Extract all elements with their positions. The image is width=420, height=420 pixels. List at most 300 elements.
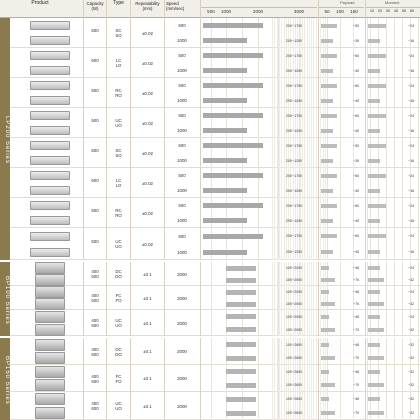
grid-line [402, 228, 403, 260]
grid-line [386, 108, 387, 138]
grid-line [316, 286, 317, 310]
grid-line [327, 48, 328, 78]
speed-value: 2000 [177, 271, 187, 277]
grid-line [370, 228, 371, 260]
grid-line [307, 78, 308, 108]
grid-line [325, 78, 326, 108]
moment-bar [368, 159, 380, 163]
repeatability-value: ±0.02 [142, 90, 153, 96]
stroke-range-label: 200~1700 [286, 203, 303, 208]
stroke-range-bar [226, 302, 256, 307]
moment-bar [368, 174, 386, 178]
grid-line [277, 392, 278, 420]
column-divider [200, 198, 201, 228]
capacity-value: 400 600 [91, 346, 99, 357]
grid-line [386, 198, 387, 228]
grid-line [274, 365, 275, 392]
grid-line [297, 168, 298, 198]
grid-line [394, 198, 395, 228]
grid-line [311, 138, 312, 168]
grid-line [304, 338, 305, 365]
grid-line [386, 138, 387, 168]
payload-bar [321, 39, 333, 43]
payload-scale-label: 50 [324, 9, 330, 14]
grid-line [293, 108, 294, 138]
grid-line [418, 365, 419, 392]
grid-line [295, 228, 296, 260]
grid-line [293, 138, 294, 168]
payload-bar [321, 266, 329, 270]
grid-line [277, 310, 278, 336]
moment-bar [368, 84, 386, 88]
speed-value: 1000 [177, 128, 187, 133]
product-image [30, 96, 70, 105]
grid-line [309, 262, 310, 286]
grid-line [402, 48, 403, 78]
grid-line [279, 108, 280, 138]
repeatability-value: ±0.1 [143, 349, 152, 354]
grid-line [211, 365, 212, 392]
grid-line [323, 18, 324, 48]
moment-bar [368, 189, 380, 193]
type-value: FC FO [115, 373, 122, 384]
grid-line [279, 310, 280, 336]
stroke-range-label: 200~1700 [286, 23, 303, 28]
grid-line [394, 168, 395, 198]
grid-line [313, 168, 314, 198]
column-divider [83, 108, 84, 138]
series-label-lp200: LP200 Series [4, 115, 10, 165]
product-image [30, 111, 70, 120]
payload-label: ~40 [353, 188, 360, 193]
grid-line [297, 228, 298, 260]
grid-line [288, 228, 289, 260]
grid-line [320, 168, 321, 198]
stroke-range-label: 100~2600 [286, 383, 303, 388]
grid-line [290, 48, 291, 78]
grid-line [279, 18, 280, 48]
moment-label: ~24 [408, 203, 415, 208]
stroke-range-label: 100~2000 [286, 278, 303, 282]
type-value: UC UO [115, 239, 122, 249]
grid-line [304, 310, 305, 336]
column-divider [318, 138, 319, 168]
grid-line [325, 138, 326, 168]
grid-line [274, 168, 275, 198]
speed-value: 1000 [177, 188, 187, 193]
capacity-value: 600 [91, 28, 99, 33]
product-image [30, 216, 70, 225]
grid-line [394, 310, 395, 336]
speed-value: 500 [178, 203, 186, 208]
grid-line [277, 108, 278, 138]
repeatability-value: ±0.1 [143, 376, 152, 381]
column-divider [365, 228, 366, 260]
grid-line [340, 338, 341, 365]
payload-label: ~30 [353, 158, 360, 163]
column-divider [164, 286, 165, 310]
grid-line [313, 108, 314, 138]
stroke-range-label: 100~2000 [286, 314, 303, 319]
column-divider [318, 48, 319, 78]
table-header [0, 0, 420, 18]
grid-line [293, 78, 294, 108]
grid-line [309, 310, 310, 336]
grid-line [284, 48, 285, 78]
grid-line [323, 48, 324, 78]
payload-bar [321, 174, 337, 178]
payload-bar [321, 383, 335, 387]
moment-label: ~32 [408, 342, 415, 347]
grid-line [281, 18, 282, 48]
stroke-range-bar [203, 68, 247, 73]
grid-line [302, 108, 303, 138]
grid-line [272, 262, 273, 286]
grid-line [279, 338, 280, 365]
grid-line [307, 168, 308, 198]
grid-line [286, 108, 287, 138]
grid-line [378, 78, 379, 108]
grid-line [279, 198, 280, 228]
grid-line [286, 138, 287, 168]
moment-bar [368, 69, 380, 73]
product-image [30, 141, 70, 150]
grid-line [340, 48, 341, 78]
grid-line [320, 18, 321, 48]
grid-line [281, 78, 282, 108]
payload-bar [321, 189, 333, 193]
column-divider [365, 48, 366, 78]
grid-line [325, 108, 326, 138]
grid-line [394, 48, 395, 78]
payload-bar [321, 69, 333, 73]
grid-line [274, 228, 275, 260]
column-divider [83, 18, 84, 48]
payload-bar [321, 328, 335, 332]
repeatability-value: ±0.02 [142, 210, 153, 216]
type-value: FC FO [115, 293, 122, 303]
column-divider [318, 78, 319, 108]
type-value: RC RO [115, 208, 122, 218]
grid-line [402, 286, 403, 310]
speed-value: 1000 [177, 249, 187, 255]
repeatability-value: ±0.02 [142, 241, 153, 247]
grid-line [402, 108, 403, 138]
grid-line [370, 168, 371, 198]
column-divider [318, 18, 319, 48]
grid-line [281, 286, 282, 310]
column-divider [318, 286, 319, 310]
stroke-range-bar [203, 173, 263, 178]
payload-bar [321, 114, 337, 118]
grid-line [370, 48, 371, 78]
grid-line [284, 310, 285, 336]
column-divider [164, 198, 165, 228]
grid-line [295, 198, 296, 228]
grid-line [316, 338, 317, 365]
grid-line [402, 392, 403, 420]
moment-label: ~16 [408, 250, 415, 254]
moment-label: ~32 [408, 397, 415, 401]
table-row [10, 18, 420, 48]
payload-bar [321, 24, 337, 28]
grid-line [386, 262, 387, 286]
capacity-value: 600 [91, 148, 99, 153]
grid-line [286, 48, 287, 78]
grid-line [316, 198, 317, 228]
moment-bar [368, 356, 384, 360]
grid-line [284, 168, 285, 198]
grid-line [304, 228, 305, 260]
stroke-range-bar [203, 128, 247, 133]
grid-line [274, 262, 275, 286]
payload-title: Payload [340, 0, 355, 5]
capacity-value: 500 [91, 88, 99, 93]
grid-line [277, 78, 278, 108]
moment-label: ~24 [408, 266, 415, 270]
grid-line [274, 108, 275, 138]
grid-line [293, 48, 294, 78]
grid-line [311, 310, 312, 336]
moment-bar [368, 99, 380, 103]
table-row [10, 108, 420, 138]
column-divider [318, 365, 319, 392]
table-row [10, 286, 420, 310]
grid-line [386, 78, 387, 108]
grid-line [258, 365, 259, 392]
grid-line [295, 18, 296, 48]
grid-line [304, 48, 305, 78]
moment-label: ~16 [408, 158, 415, 163]
product-image [30, 51, 70, 60]
column-divider [200, 338, 201, 365]
payload-label: ~40 [353, 68, 360, 73]
grid-line [304, 198, 305, 228]
grid-line [311, 228, 312, 260]
grid-line [277, 168, 278, 198]
moment-label: ~24 [408, 290, 415, 294]
grid-line [307, 18, 308, 48]
product-image [35, 311, 65, 323]
moment-label: ~24 [408, 113, 415, 118]
grid-line [370, 78, 371, 108]
column-divider [318, 310, 319, 336]
column-divider [200, 286, 201, 310]
payload-bar [321, 315, 329, 319]
header-product: Product [31, 0, 49, 6]
grid-line [307, 338, 308, 365]
product-image [35, 407, 65, 419]
grid-line [300, 228, 301, 260]
moment-bar [368, 24, 386, 28]
series-label-bp100: BP100 Series [4, 275, 10, 325]
payload-bar [321, 219, 333, 223]
grid-line [290, 138, 291, 168]
grid-line [277, 262, 278, 286]
column-divider [164, 228, 165, 260]
grid-line [311, 168, 312, 198]
grid-line [284, 198, 285, 228]
column-divider [164, 78, 165, 108]
grid-line [277, 48, 278, 78]
speed-value: 500 [178, 113, 186, 118]
moment-title: Moment [385, 0, 400, 5]
grid-line [281, 108, 282, 138]
stroke-range-label: 200~1200 [286, 98, 303, 103]
grid-line [211, 310, 212, 336]
grid-line [288, 48, 289, 78]
grid-line [311, 18, 312, 48]
stroke-scale-label: 2000 [252, 9, 264, 14]
moment-label: ~24 [408, 53, 415, 58]
grid-line [290, 198, 291, 228]
capacity-value: 400 600 [91, 318, 99, 328]
stroke-range-label: 100~2600 [286, 356, 303, 361]
payload-bar [321, 278, 335, 282]
payload-bar [321, 397, 329, 401]
grid-line [386, 228, 387, 260]
grid-line [313, 78, 314, 108]
stroke-range-bar [203, 83, 263, 88]
payload-bar [321, 84, 337, 88]
grid-line [418, 338, 419, 365]
moment-bar [368, 219, 380, 223]
grid-line [311, 286, 312, 310]
grid-line [309, 365, 310, 392]
product-image [30, 66, 70, 75]
grid-line [211, 286, 212, 310]
column-divider [318, 392, 319, 420]
grid-line [300, 198, 301, 228]
column-divider [164, 108, 165, 138]
stroke-range-label: 200~1200 [286, 158, 303, 163]
moment-bar [368, 315, 380, 319]
capacity-value: 400 600 [91, 401, 99, 411]
grid-line [307, 310, 308, 336]
grid-line [311, 48, 312, 78]
grid-line [309, 392, 310, 420]
product-image [35, 339, 65, 351]
payload-label: ~70 [353, 302, 360, 306]
table-row [10, 392, 420, 420]
moment-bar [368, 370, 380, 374]
moment-label: ~32 [408, 356, 415, 361]
grid-line [277, 286, 278, 310]
grid-line [293, 228, 294, 260]
grid-line [313, 365, 314, 392]
stroke-range-bar [203, 53, 263, 58]
stroke-range-label: 100~2600 [286, 342, 303, 347]
grid-line [277, 138, 278, 168]
grid-line [320, 228, 321, 260]
grid-line [394, 228, 395, 260]
grid-line [311, 392, 312, 420]
grid-line [279, 365, 280, 392]
grid-line [302, 138, 303, 168]
grid-line [288, 108, 289, 138]
grid-line [309, 228, 310, 260]
repeatability-value: ±0.1 [143, 271, 152, 277]
column-divider [365, 168, 366, 198]
grid-line [418, 198, 419, 228]
header-divider [164, 0, 165, 18]
grid-line [320, 198, 321, 228]
grid-line [340, 310, 341, 336]
grid-line [288, 78, 289, 108]
grid-line [258, 286, 259, 310]
stroke-range-bar [203, 158, 247, 163]
stroke-range-label: 200~1700 [286, 113, 303, 118]
grid-line [281, 138, 282, 168]
product-image [30, 171, 70, 180]
payload-label: ~60 [353, 53, 360, 58]
stroke-range-label: 200~1200 [286, 68, 303, 73]
grid-line [293, 18, 294, 48]
column-divider [318, 108, 319, 138]
grid-line [378, 18, 379, 48]
payload-label: ~40 [353, 98, 360, 103]
column-divider [164, 338, 165, 365]
stroke-range-label: 100~2000 [286, 266, 303, 270]
payload-label: ~70 [353, 356, 360, 361]
grid-line [302, 228, 303, 260]
grid-line [316, 108, 317, 138]
stroke-range-label: 100~2600 [286, 369, 303, 374]
grid-line [295, 78, 296, 108]
grid-line [272, 228, 273, 260]
grid-line [402, 168, 403, 198]
grid-line [367, 48, 368, 78]
grid-line [353, 78, 354, 108]
moment-label: ~32 [408, 383, 415, 388]
grid-line [410, 18, 411, 48]
product-image [30, 36, 70, 45]
grid-line [258, 338, 259, 365]
grid-line [297, 108, 298, 138]
payload-label: ~40 [353, 218, 360, 223]
grid-line [410, 108, 411, 138]
header-speed: Speed (mm/sec) [166, 1, 185, 12]
grid-line [323, 228, 324, 260]
grid-line [340, 168, 341, 198]
column-divider [200, 138, 201, 168]
grid-line [281, 365, 282, 392]
payload-label: ~60 [353, 234, 360, 238]
grid-line [286, 198, 287, 228]
payload-label: ~40 [353, 128, 360, 133]
grid-line [309, 108, 310, 138]
grid-line [290, 78, 291, 108]
stroke-range-label: 100~2000 [286, 302, 303, 306]
moment-scale-label: 30 [385, 9, 391, 13]
product-image [30, 248, 70, 257]
column-divider [200, 392, 201, 420]
moment-label: ~32 [408, 411, 415, 415]
column-divider [164, 48, 165, 78]
grid-line [307, 392, 308, 420]
stroke-range-label: 100~2600 [286, 411, 303, 415]
product-image [30, 232, 70, 241]
payload-label: ~46 [353, 397, 360, 401]
grid-line [304, 168, 305, 198]
grid-line [340, 228, 341, 260]
grid-line [304, 365, 305, 392]
grid-line [300, 18, 301, 48]
moment-bar [368, 250, 380, 254]
moment-scale-label: 40 [393, 9, 399, 13]
grid-line [300, 78, 301, 108]
grid-line [295, 168, 296, 198]
